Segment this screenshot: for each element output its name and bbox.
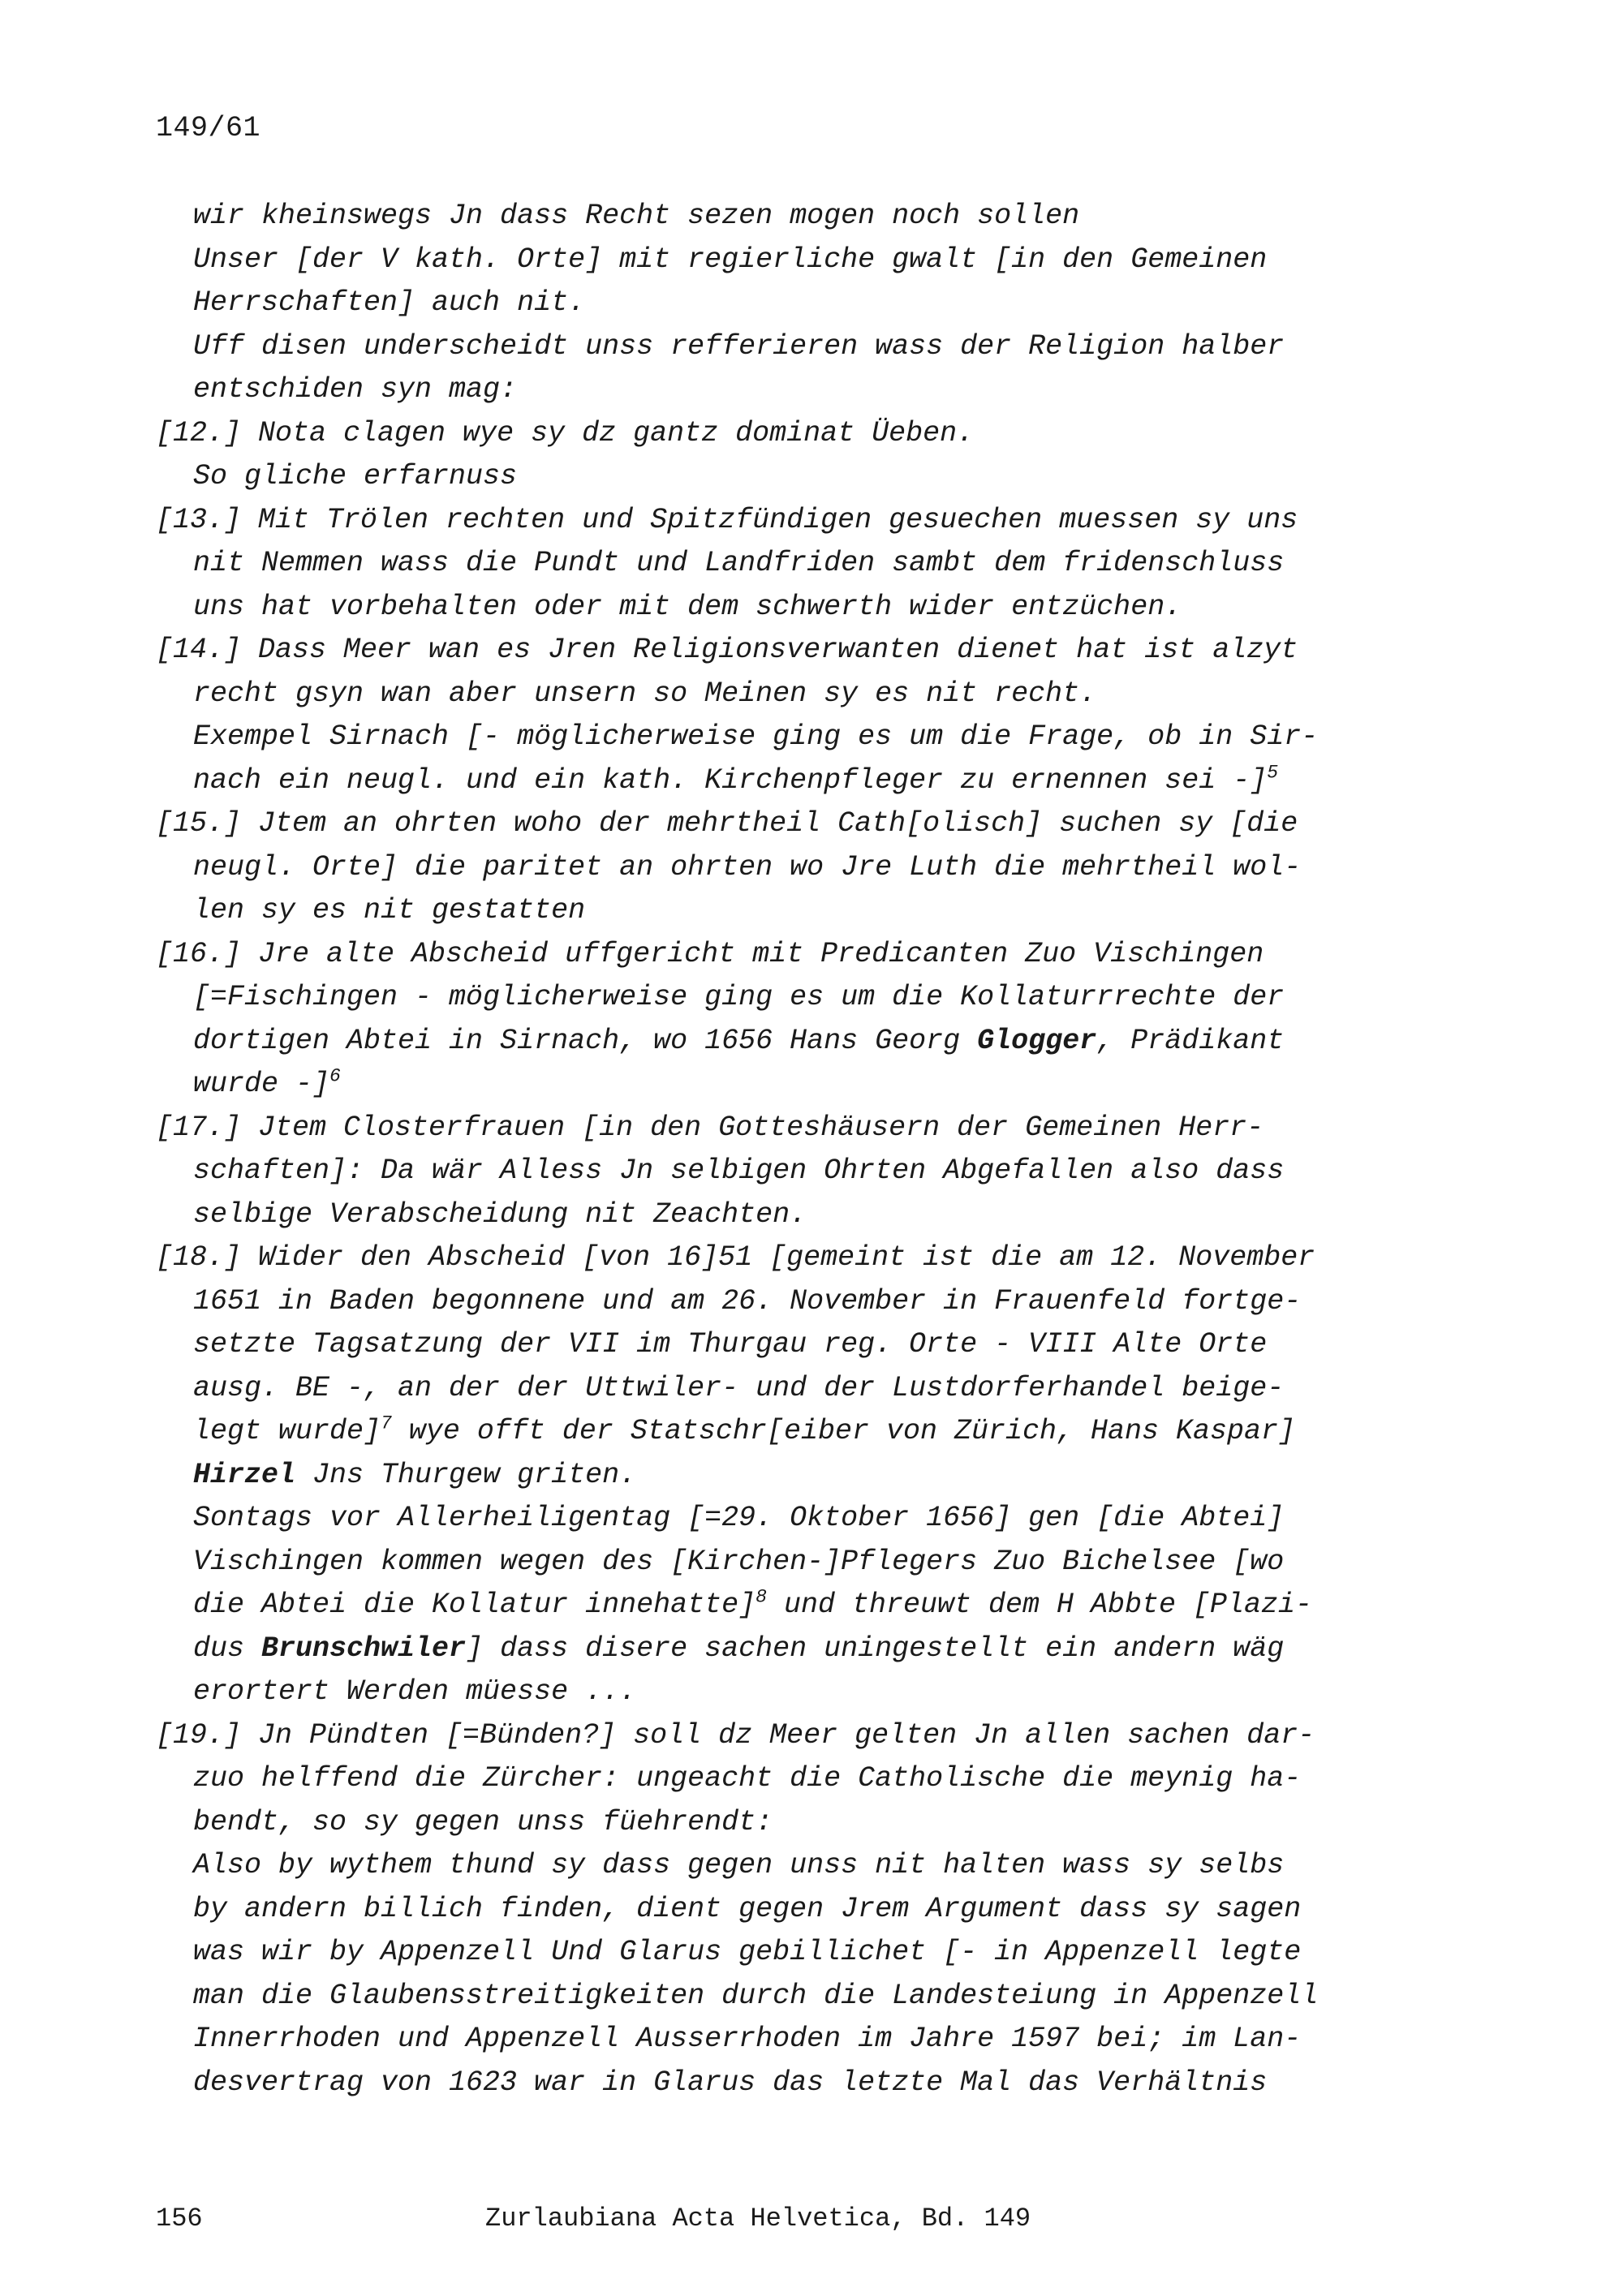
line-text: dus xyxy=(193,1632,262,1665)
text-line xyxy=(156,586,1422,630)
line-text: [14.] Dass Meer wan es Jren Religionsverwanten dienet hat ist alzyt xyxy=(156,634,1298,666)
text-line xyxy=(156,1975,1422,2019)
text-line xyxy=(156,1670,1422,1714)
footnote-marker: 8 xyxy=(756,1586,767,1608)
line-text: desvertrag von 1623 war in Glarus das letzte Mal das Verhältnis xyxy=(193,2066,1268,2099)
text-line xyxy=(156,2018,1422,2062)
text-line xyxy=(156,1714,1422,1758)
line-text: [13.] Mit Trölen rechten und Spitzfündigen gesuechen muessen sy uns xyxy=(156,503,1298,536)
line-text: selbige Verabscheidung nit Zeachten. xyxy=(193,1197,807,1231)
line-text: ausg. BE -, an der der Uttwiler- und der Lustdorferhandel beige- xyxy=(193,1371,1285,1404)
text-line xyxy=(156,1280,1422,1324)
line-text: [=Fischingen - möglicherweise ging es um die Kollaturrrechte der xyxy=(193,981,1285,1013)
line-text: [16.] Jre alte Abscheid uffgericht mit Predicanten Zuo Vischingen xyxy=(156,937,1264,970)
line-text: by andern billich finden, dient gegen Jrem Argument dass sy sagen xyxy=(193,1892,1302,1925)
line-text: len sy es nit gestatten xyxy=(193,894,586,927)
text-line xyxy=(156,889,1422,933)
line-text: die Abtei die Kollatur innehatte] xyxy=(193,1589,756,1621)
text-line xyxy=(156,1844,1422,1888)
line-text: nach ein neugl. und ein kath. Kirchenpfleger zu ernennen sei -] xyxy=(193,763,1268,797)
text-line xyxy=(156,412,1422,456)
text-line xyxy=(156,368,1422,412)
page-number: 156 xyxy=(156,2204,203,2234)
document-body xyxy=(156,195,1422,2105)
text-line xyxy=(156,455,1422,499)
line-text: setzte Tagsatzung der VII im Thurgau reg. Orte - VIII Alte Orte xyxy=(193,1328,1268,1361)
line-text-continued: Jns Thurgew griten. xyxy=(295,1458,637,1491)
line-text: dortigen Abtei in Sirnach, wo 1656 Hans Georg xyxy=(193,1024,978,1057)
line-text: bendt, so sy gegen unss füehrendt: xyxy=(193,1805,773,1838)
text-line xyxy=(156,1627,1422,1671)
text-line xyxy=(156,716,1422,759)
text-line xyxy=(156,1454,1422,1498)
line-text-continued: ] dass disere sachen uningestellt ein andern wäg xyxy=(466,1632,1285,1665)
text-line xyxy=(156,1931,1422,1975)
footnote-marker: 5 xyxy=(1267,761,1279,783)
line-text: Also by wythem thund sy dass gegen unss nit halten wass sy selbs xyxy=(193,1849,1285,1881)
line-text: erortert Werden müesse ... xyxy=(193,1675,637,1708)
line-text: neugl. Orte] die paritet an ohrten wo Jre Luth die mehrtheil wol- xyxy=(193,850,1302,884)
text-line xyxy=(156,542,1422,586)
text-line xyxy=(156,759,1422,803)
line-text: zuo helffend die Zürcher: ungeacht die Catholische die meynig ha- xyxy=(193,1762,1302,1795)
line-text: recht gsyn wan aber unsern so Meinen sy es nit recht. xyxy=(193,677,1097,710)
line-text: [19.] Jn Pündten [=Bünden?] soll dz Meer gelten Jn allen sachen dar- xyxy=(156,1718,1315,1752)
line-text-continued: und threuwt dem H Abbte [Plazi- xyxy=(766,1589,1313,1621)
text-line xyxy=(156,499,1422,543)
line-text: uns hat vorbehalten oder mit dem schwerth wider entzüchen. xyxy=(193,590,1182,623)
line-text: [15.] Jtem an ohrten woho der mehrtheil Cath[olisch] suchen sy [die xyxy=(156,807,1298,840)
line-text: So gliche erfarnuss xyxy=(193,460,518,492)
line-text-continued: wye offt der Statschr[eiber von Zürich, Hans Kaspar] xyxy=(391,1415,1296,1447)
text-line xyxy=(156,1323,1422,1367)
line-text: was wir by Appenzell Und Glarus gebillichet [- in Appenzell legte xyxy=(193,1936,1302,1968)
line-text: wurde -] xyxy=(193,1068,330,1100)
line-text: [18.] Wider den Abscheid [von 16]51 [gemeint ist die am 12. November xyxy=(156,1241,1315,1274)
text-line xyxy=(156,1888,1422,1932)
text-line xyxy=(156,976,1422,1020)
text-line xyxy=(156,1020,1422,1064)
line-text-continued: , Prädikant xyxy=(1096,1024,1285,1057)
text-line xyxy=(156,673,1422,716)
line-text: entschiden syn mag: xyxy=(193,373,518,406)
line-text: Sontags vor Allerheiligentag [=29. Oktober 1656] gen [die Abtei] xyxy=(193,1502,1285,1534)
line-text: Exempel Sirnach [- möglicherweise ging es um die Frage, ob in Sir- xyxy=(193,720,1319,753)
footnote-marker: 7 xyxy=(381,1412,392,1434)
text-line xyxy=(156,1757,1422,1801)
text-line xyxy=(156,846,1422,890)
text-line xyxy=(156,1367,1422,1411)
line-text: man die Glaubensstreitigkeiten durch die Landesteiung in Appenzell xyxy=(193,1979,1319,2012)
line-text: Unser [der V kath. Orte] mit regierliche gwalt [in den Gemeinen xyxy=(193,243,1268,276)
line-text: 1651 in Baden begonnene und am 26. November in Frauenfeld fortge- xyxy=(193,1284,1302,1318)
text-line xyxy=(156,1107,1422,1150)
person-name: Brunschwiler xyxy=(261,1632,467,1665)
text-line xyxy=(156,1193,1422,1237)
line-text: wir kheinswegs Jn dass Recht sezen mogen noch sollen xyxy=(193,200,1080,232)
text-line xyxy=(156,195,1422,239)
text-line xyxy=(156,629,1422,673)
line-text: nit Nemmen wass die Pundt und Landfriden sambt dem fridenschluss xyxy=(193,547,1285,579)
text-line xyxy=(156,2062,1422,2105)
line-text: Herrschaften] auch nit. xyxy=(193,286,586,319)
text-line xyxy=(156,1150,1422,1193)
text-line xyxy=(156,802,1422,846)
document-number: 149/61 xyxy=(156,112,261,144)
text-line xyxy=(156,1410,1422,1454)
text-line xyxy=(156,1584,1422,1627)
line-text: schaften]: Da wär Alless Jn selbigen Ohrten Abgefallen also dass xyxy=(193,1154,1285,1187)
line-text: Innerrhoden und Appenzell Ausserrhoden im Jahre 1597 bei; im Lan- xyxy=(193,2023,1302,2055)
line-text: Vischingen kommen wegen des [Kirchen-]Pflegers Zuo Bichelsee [wo xyxy=(193,1545,1285,1578)
text-line xyxy=(156,933,1422,977)
text-line xyxy=(156,325,1422,369)
text-line xyxy=(156,239,1422,282)
line-text: Uff disen underscheidt unss refferieren wass der Religion halber xyxy=(193,329,1285,363)
footer-title: Zurlaubiana Acta Helvetica, Bd. 149 xyxy=(485,2204,1031,2234)
line-text: [17.] Jtem Closterfrauen [in den Gotteshäusern der Gemeinen Herr- xyxy=(156,1111,1264,1144)
line-text: [12.] Nota clagen wye sy dz gantz dominat Üeben. xyxy=(156,416,975,449)
text-line xyxy=(156,1236,1422,1280)
text-line xyxy=(156,1541,1422,1584)
text-line xyxy=(156,1497,1422,1541)
text-line xyxy=(156,1801,1422,1845)
text-line xyxy=(156,1063,1422,1107)
person-name: Hirzel xyxy=(193,1458,296,1491)
person-name: Glogger xyxy=(977,1024,1097,1057)
footnote-marker: 6 xyxy=(329,1065,341,1087)
line-text: legt wurde] xyxy=(193,1415,381,1447)
text-line xyxy=(156,282,1422,325)
